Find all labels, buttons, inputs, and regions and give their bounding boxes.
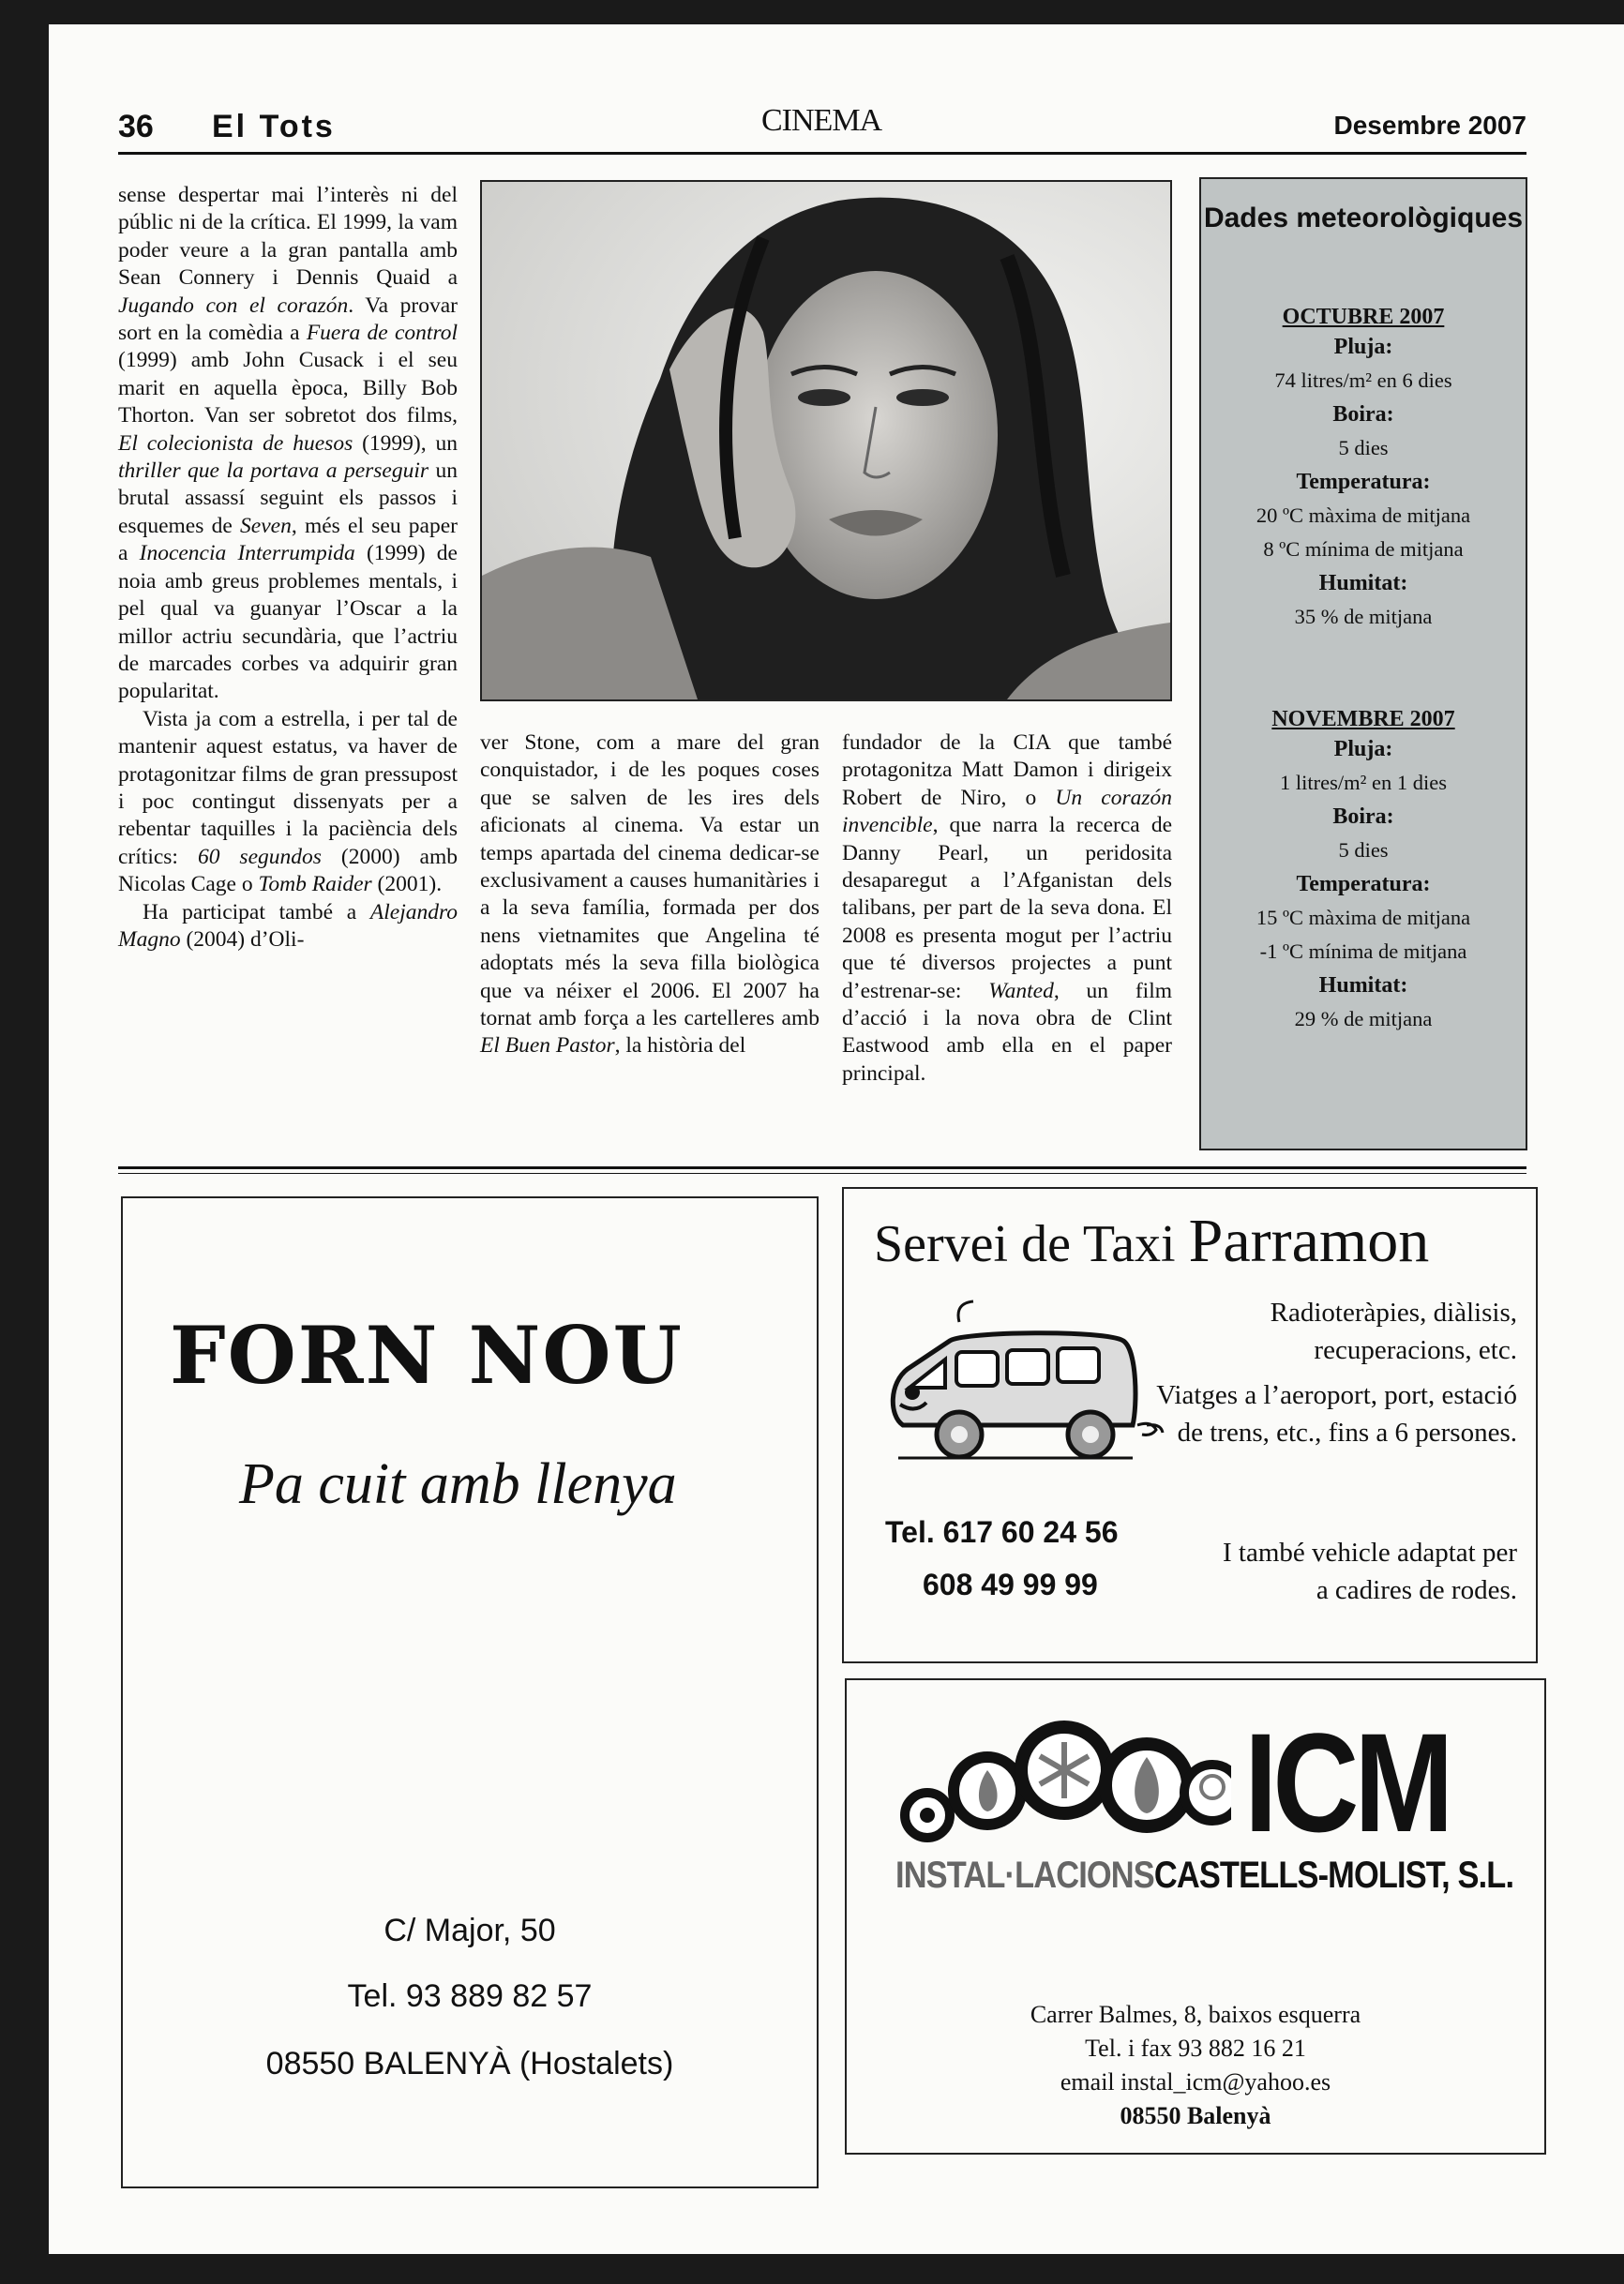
weather-value: 20 ºC màxima de mitjana	[1256, 503, 1471, 527]
section-rule	[118, 1166, 1526, 1169]
article-paragraph: Vista ja com a estrella, i per tal de mantenir aquest estatus, va haver de protagonitzar films de gran pressupost i poc contingut dissenyats per a rebentar taquilles i la paciència dels crítics: 60 segundos (2000) amb Nicolas Cage o Tomb Raider (2001).	[118, 706, 458, 897]
weather-label: Humitat:	[1318, 571, 1408, 595]
weather-value: 5 dies	[1338, 436, 1389, 459]
weather-value: 15 ºC màxima de mitjana	[1256, 906, 1471, 929]
weather-label: Temperatura:	[1296, 872, 1431, 896]
weather-value: 1 litres/m² en 1 dies	[1280, 771, 1447, 794]
weather-value: -1 ºC mínima de mitjana	[1259, 939, 1467, 963]
article-paragraph: ver Stone, com a mare del gran conquistador, i de les poques coses que se salven de les ires dels aficionats al cinema. Va estar un temps apartada del cinema dedicar-se exclusivament a causes humanitàries i a la seva família, formada per dos nens vietnamites que Angelina té adoptats més la seva filla biològica que va néixer el 2006. El 2007 ha tornat amb força a les cartelleres amb El Buen Pastor, la història del	[480, 730, 820, 1059]
weather-label: Boira:	[1332, 804, 1394, 829]
section-rule-thin	[118, 1173, 1526, 1174]
taxi-phone-2: 608 49 99 99	[923, 1568, 1098, 1601]
weather-value: 5 dies	[1338, 838, 1389, 862]
weather-data-box	[1199, 177, 1527, 1150]
forn-nou-address: C/ Major, 50	[383, 1913, 556, 1948]
icm-logo-text: ICM	[1244, 1704, 1450, 1861]
weather-label: Pluja:	[1333, 335, 1393, 359]
icm-address: Carrer Balmes, 8, baixos esquerra	[1030, 2001, 1361, 2028]
van-icon	[870, 1294, 1170, 1481]
weather-label: Humitat:	[1318, 973, 1408, 998]
article-paragraph: sense despertar mai l’interès ni del públic ni de la crítica. El 1999, la vam poder veure a la gran pantalla amb Sean Connery i Dennis Quaid a Jugando con el corazón. Va provar sort en la comèdia a Fuera de control (1999) amb John Cusack i el seu marit en aquella època, Billy Bob Thorton. Van ser sobretot dos films, El colecionista de huesos (1999), un thriller que la portava a perseguir un brutal assassí seguint els passos i esquemes de Seven, més el seu paper a Inocencia Interrumpida (1999) de noia amb greus problemes mentals, i pel qual va guanyar l’Oscar a la millor actriu secundària, que l’actriu de marcades corbes va adquirir gran popularitat.	[118, 183, 459, 704]
weather-title: Dades meteorològiques	[1203, 203, 1524, 233]
article-column-2	[480, 729, 820, 1060]
icm-logo-icon	[894, 1718, 1231, 1858]
taxi-services-1: Radioteràpies, diàlisis, recuperacions, etc.	[1270, 1298, 1517, 1365]
weather-month-november	[1201, 707, 1526, 1036]
forn-nou-town: 08550 BALENYÀ (Hostalets)	[265, 2046, 674, 2081]
header-rule	[118, 152, 1526, 155]
icm-email: email instal_icm@yahoo.es	[1060, 2068, 1331, 2096]
weather-label: Boira:	[1332, 402, 1394, 427]
taxi-services-2: Viatges a l’aeroport, port, estació de trens, etc., fins a 6 persones.	[1156, 1380, 1517, 1448]
forn-nou-phone: Tel. 93 889 82 57	[347, 1978, 593, 2014]
icm-company-part1: INSTAL·LACIONS	[895, 1855, 1154, 1896]
weather-label: Pluja:	[1333, 737, 1393, 761]
weather-value: 8 ºC mínima de mitjana	[1263, 537, 1464, 561]
weather-value: 35 % de mitjana	[1294, 605, 1433, 628]
issue-date: Desembre 2007	[1333, 111, 1526, 140]
taxi-title	[874, 1206, 1429, 1277]
weather-month-name: OCTUBRE 2007	[1282, 305, 1445, 329]
article-column-1	[118, 182, 458, 954]
taxi-title-prefix: Servei de Taxi	[874, 1215, 1176, 1273]
portrait-image	[482, 182, 1170, 699]
weather-value: 74 litres/m² en 6 dies	[1274, 368, 1452, 392]
forn-nou-tagline: Pa cuit amb llenya	[239, 1452, 677, 1516]
section-title: CINEMA	[761, 103, 882, 138]
taxi-parramon-ad	[842, 1187, 1538, 1663]
actress-portrait-photo	[480, 180, 1172, 701]
article-paragraph: fundador de la CIA que també protagonitza Matt Damon i dirigeix Robert de Niro, o Un corazón invencible, que narra la recerca de Danny Pearl, un peridosita desaparegut a l’Afganistan dels talibans, per part de la seva dona. El 2008 es presenta mogut per l’actriu que té diversos projectes a punt d’estrenar-se: Wanted, un film d’acció i la nova obra de Clint Eastwood amb ella en el paper principal.	[842, 730, 1173, 1086]
icm-company-part2: CASTELLS-MOLIST, S.L.	[1153, 1855, 1514, 1896]
article-column-3	[842, 729, 1172, 1088]
publication-title: El Tots	[212, 109, 336, 144]
weather-month-name: NOVEMBRE 2007	[1271, 707, 1455, 731]
article-paragraph: Ha participat també a Alejandro Magno (2004) d’Oli-	[118, 899, 458, 952]
magazine-page	[49, 24, 1624, 2254]
icm-phone: Tel. i fax 93 882 16 21	[1085, 2035, 1306, 2062]
weather-value: 29 % de mitjana	[1294, 1007, 1433, 1030]
page-number: 36	[118, 109, 154, 144]
taxi-phone-1: Tel. 617 60 24 56	[885, 1515, 1119, 1549]
forn-nou-ad	[121, 1196, 819, 2188]
icm-town: 08550 Balenyà	[1120, 2102, 1271, 2129]
forn-nou-name: FORN NOU	[170, 1309, 684, 1402]
weather-label: Temperatura:	[1296, 470, 1431, 494]
icm-company-name	[895, 1855, 1513, 1897]
taxi-title-name: Parramon	[1188, 1207, 1430, 1275]
icm-ad	[845, 1678, 1546, 2155]
weather-month-october	[1201, 305, 1526, 634]
taxi-services-3: I també vehicle adaptat per a cadires de rodes.	[1222, 1538, 1517, 1605]
